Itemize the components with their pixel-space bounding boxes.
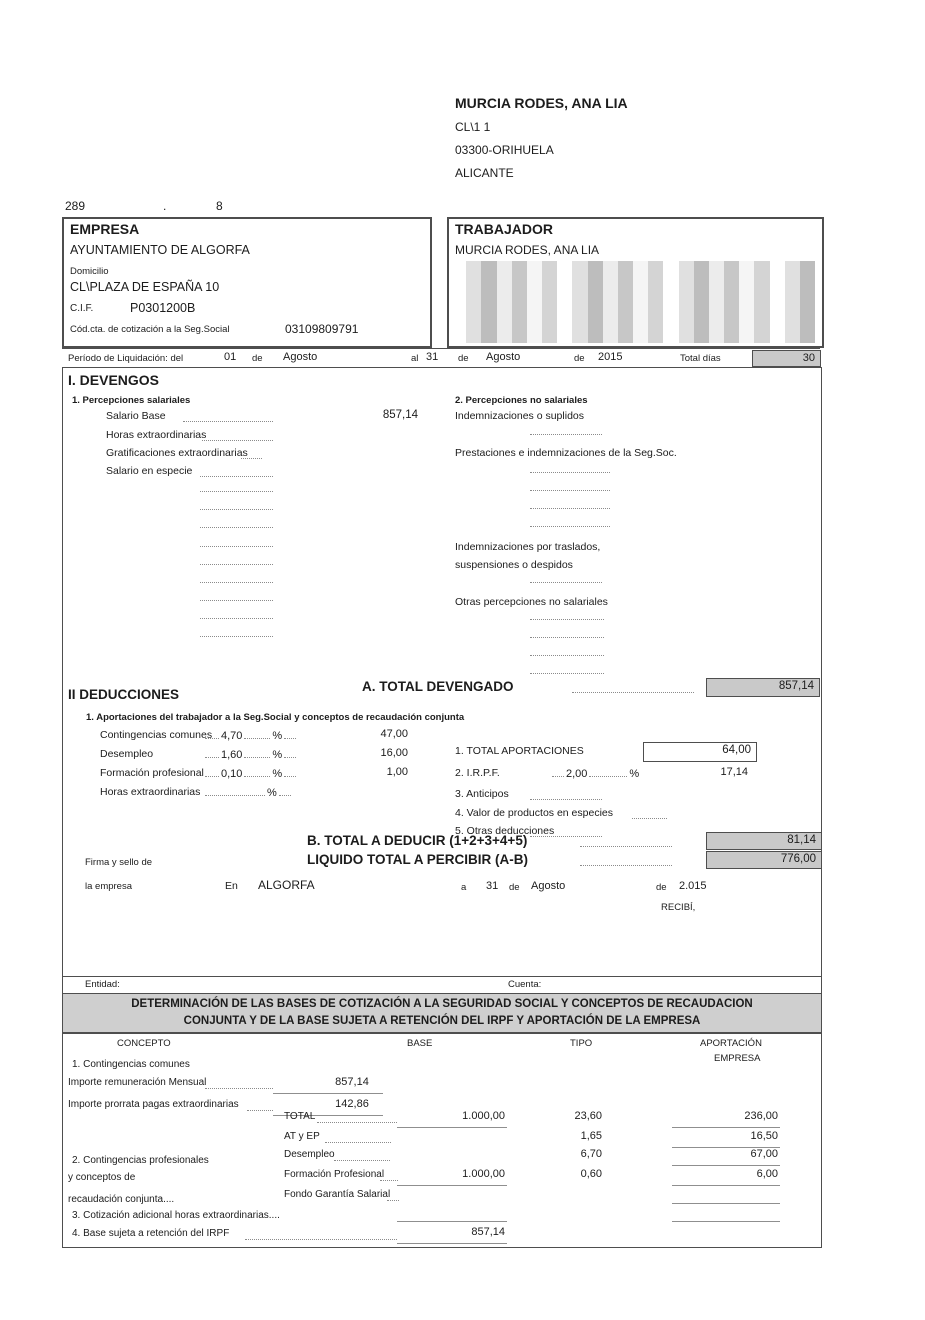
periodo-mes2: Agosto (486, 351, 521, 363)
deduccion-row-value: 1,00 (386, 766, 408, 778)
gratificaciones-label: Gratificaciones extraordinarias (106, 447, 248, 459)
dotted-leader (580, 845, 672, 847)
salario-base-value: 857,14 (382, 409, 418, 421)
recipient-name: MURCIA RODES, ANA LIA (455, 95, 628, 111)
deduccion-row-pct (203, 786, 293, 799)
dotted-leader (530, 636, 604, 638)
bases-header-base: BASE (407, 1038, 433, 1049)
bases-row2-label: 2. Contingencias profesionales (72, 1155, 209, 1166)
deduccion-row-label: Horas extraordinarias (100, 786, 201, 798)
firma-line1: Firma y sello de (85, 857, 153, 868)
dotted-leader (200, 508, 273, 510)
recipient-address-line3: ALICANTE (455, 166, 514, 180)
periodo-mes1: Agosto (283, 351, 318, 363)
prestaciones-label: Prestaciones e indemnizaciones de la Seg.Soc. (455, 447, 677, 459)
value-underline (672, 1220, 780, 1222)
firma-de2: de (656, 882, 667, 893)
bases-row2-label3: recaudación conjunta.... (68, 1194, 175, 1205)
empresa-ccc: 03109809791 (285, 322, 359, 336)
empresa-title: EMPRESA (70, 221, 140, 237)
formacion-aport: 6,00 (756, 1168, 778, 1180)
dotted-leader (241, 457, 262, 459)
dotted-leader (530, 507, 610, 509)
desempleo-aport: 67,00 (750, 1148, 778, 1160)
total-deducir-box (706, 832, 822, 850)
ref-number-1: 289 (65, 199, 86, 213)
irpf-label: 2. I.R.P.F. (455, 767, 500, 779)
pct-symbol: % (272, 768, 283, 780)
liquido-box (706, 851, 822, 869)
periodo-dia1: 01 (224, 351, 237, 363)
firma-dia: 31 (486, 880, 499, 892)
total-dias-label: Total días (680, 353, 721, 364)
liquido-label: LIQUIDO TOTAL A PERCIBIR (A-B) (307, 852, 528, 867)
traslados-label-1: Indemnizaciones por traslados, (455, 541, 601, 553)
value-underline (273, 1092, 383, 1094)
bases-row4-label: 4. Base sujeta a retención del IRPF (72, 1228, 230, 1239)
atyep-label: AT y EP (284, 1131, 320, 1142)
value-underline (672, 1164, 780, 1166)
importe-mensual-label: Importe remuneración Mensual (68, 1077, 207, 1088)
periodo-al: al (411, 353, 419, 364)
trabajador-nombre: MURCIA RODES, ANA LIA (455, 243, 600, 257)
fondo-label: Fondo Garantía Salarial (284, 1189, 391, 1200)
salario-base-label: Salario Base (106, 410, 166, 422)
deduccion-row-label: Contingencias comunes (100, 729, 213, 741)
indemnizaciones-suplidos-label: Indemnizaciones o suplidos (455, 410, 584, 422)
banner-line1: DETERMINACIÓN DE LAS BASES DE COTIZACIÓN A LA SEGURIDAD SOCIAL Y CONCEPTOS DE RECAUDACION (131, 998, 753, 1010)
dotted-leader (200, 563, 273, 565)
formacion-label: Formación Profesional (284, 1169, 385, 1180)
deduccion-row-pct (203, 729, 298, 742)
devengos-title: I. DEVENGOS (68, 372, 160, 388)
entidad-label: Entidad: (85, 979, 120, 990)
dotted-leader (200, 635, 273, 637)
firma-de1: de (509, 882, 520, 893)
bases-row3-label: 3. Cotización adicional horas extraordinarias.... (72, 1210, 280, 1221)
entidad-cuenta-row (62, 975, 822, 993)
dotted-leader (387, 1199, 399, 1201)
anticipos-label: 3. Anticipos (455, 788, 509, 800)
dotted-leader (183, 420, 273, 422)
total-deducir-label: B. TOTAL A DEDUCIR (1+2+3+4+5) (307, 833, 528, 848)
bases-row1-label: 1. Contingencias comunes (72, 1059, 190, 1070)
bases-row2-label2: y conceptos de (68, 1172, 136, 1183)
dotted-leader (530, 471, 610, 473)
empresa-cif-label: C.I.F. (70, 303, 94, 314)
bases-header-tipo: TIPO (570, 1038, 593, 1049)
periodo-de3: de (574, 353, 585, 364)
redacted-pixelated-area (451, 261, 815, 343)
total-aportaciones-label: 1. TOTAL APORTACIONES (455, 745, 584, 757)
deduccion-row-label: Desempleo (100, 748, 154, 760)
importe-mensual-value: 857,14 (335, 1076, 369, 1088)
value-underline (397, 1242, 507, 1244)
percepciones-no-salariales-title: 2. Percepciones no salariales (455, 395, 588, 406)
total-dias-box (752, 350, 821, 367)
firma-anio: 2.015 (679, 880, 707, 892)
firma-recibi: RECIBÍ, (661, 902, 696, 913)
deducciones-title: II DEDUCCIONES (68, 687, 180, 702)
dotted-leader (200, 617, 273, 619)
desempleo-tipo: 6,70 (580, 1148, 602, 1160)
pct-value: 2,00 (566, 768, 588, 780)
value-underline (672, 1126, 780, 1128)
total-devengado-value: 857,14 (778, 680, 814, 692)
horas-extraordinarias-label: Horas extraordinarias (106, 429, 207, 441)
deduccion-row-value: 16,00 (380, 747, 408, 759)
value-underline (397, 1126, 507, 1128)
deduccion-row-label: Formación profesional (100, 767, 204, 779)
dotted-leader (317, 1121, 397, 1123)
valor-productos-label: 4. Valor de productos en especies (455, 807, 613, 819)
periodo-de1: de (252, 353, 263, 364)
trabajador-title: TRABAJADOR (455, 221, 553, 237)
recipient-address-line2: 03300-ORIHUELA (455, 143, 554, 157)
percepciones-salariales-title: 1. Percepciones salariales (72, 395, 191, 406)
dotted-leader (530, 489, 610, 491)
otras-deducciones-label: 5. Otras deducciones (455, 825, 555, 837)
pct-value: 0,10 (221, 768, 243, 780)
pct-symbol: % (272, 730, 283, 742)
ref-separator: . (163, 199, 167, 213)
empresa-domicilio: CL\PLAZA DE ESPAÑA 10 (70, 280, 220, 294)
bases-total-label: TOTAL (284, 1111, 316, 1122)
periodo-de2: de (458, 353, 469, 364)
otras-percepciones-label: Otras percepciones no salariales (455, 596, 608, 608)
periodo-label: Período de Liquidación: del (68, 353, 184, 364)
prorrata-value: 142,86 (335, 1098, 369, 1110)
pct-symbol: % (272, 749, 283, 761)
dotted-leader (530, 672, 604, 674)
deduccion-row-pct (203, 767, 298, 780)
total-devengado-box (706, 678, 820, 697)
total-aportaciones-box (643, 742, 757, 762)
total-devengado-label: A. TOTAL DEVENGADO (362, 679, 514, 694)
formacion-base: 1.000,00 (462, 1168, 505, 1180)
empresa-domicilio-label: Domicilio (70, 266, 109, 277)
irpf-pct (550, 767, 639, 780)
deducciones-subtitle: 1. Aportaciones del trabajador a la Seg.Social y conceptos de recaudación conjunta (86, 712, 465, 723)
irpf-value: 17,14 (720, 766, 748, 778)
pct-value: 4,70 (221, 730, 243, 742)
ref-number-2: 8 (216, 199, 223, 213)
firma-en: En (225, 880, 238, 892)
dotted-leader (202, 439, 273, 441)
pct-value: 1,60 (221, 749, 243, 761)
salario-especie-label: Salario en especie (106, 465, 193, 477)
firma-mes: Agosto (531, 880, 566, 892)
total-aportaciones-value: 64,00 (722, 744, 751, 756)
dotted-leader (572, 691, 694, 693)
periodo-dia2: 31 (426, 351, 439, 363)
dotted-leader (245, 1238, 397, 1240)
bases-header-aportacion: APORTACIÓN (700, 1038, 762, 1049)
dotted-leader (200, 599, 273, 601)
dotted-leader (530, 654, 604, 656)
prorrata-label: Importe prorrata pagas extraordinarias (68, 1099, 239, 1110)
dotted-leader (200, 545, 273, 547)
dotted-leader (200, 490, 273, 492)
dotted-leader (200, 475, 273, 477)
dotted-leader (530, 433, 602, 435)
empresa-nombre: AYUNTAMIENTO DE ALGORFA (70, 243, 250, 257)
total-dias-value: 30 (802, 352, 815, 364)
atyep-tipo: 1,65 (580, 1130, 602, 1142)
dotted-leader (530, 618, 604, 620)
pct-symbol: % (267, 787, 277, 799)
bases-row4-value: 857,14 (471, 1226, 505, 1238)
dotted-leader (325, 1141, 391, 1143)
dotted-leader (247, 1109, 273, 1111)
dotted-leader (380, 1179, 398, 1181)
cuenta-label: Cuenta: (508, 979, 542, 990)
pct-symbol: % (629, 768, 640, 780)
firma-a: a (461, 882, 467, 893)
value-underline (397, 1220, 507, 1222)
bases-total-base: 1.000,00 (462, 1110, 505, 1122)
bases-banner (62, 993, 822, 1034)
dotted-leader (580, 864, 672, 866)
dotted-leader (530, 835, 602, 837)
dotted-leader (200, 526, 273, 528)
dotted-leader (632, 817, 667, 819)
traslados-label-2: suspensiones o despidos (455, 559, 573, 571)
empresa-ccc-label: Cód.cta. de cotización a la Seg.Social (70, 324, 230, 335)
firma-line2: la empresa (85, 881, 132, 892)
dotted-leader (334, 1159, 390, 1161)
value-underline (397, 1184, 507, 1186)
dotted-leader (205, 1087, 273, 1089)
liquido-value: 776,00 (780, 853, 816, 865)
bases-total-tipo: 23,60 (574, 1110, 602, 1122)
total-deducir-value: 81,14 (787, 834, 816, 846)
atyep-aport: 16,50 (750, 1130, 778, 1142)
empresa-cif: P0301200B (130, 301, 196, 315)
banner-line2: CONJUNTA Y DE LA BASE SUJETA A RETENCIÓN DEL IRPF Y APORTACIÓN DE LA EMPRESA (183, 1015, 701, 1027)
value-underline (672, 1202, 780, 1204)
dotted-leader (530, 525, 610, 527)
value-underline (672, 1184, 780, 1186)
recipient-address-line1: CL\1 1 (455, 120, 491, 134)
dotted-leader (200, 581, 273, 583)
desempleo-label: Desempleo (284, 1149, 335, 1160)
dotted-leader (530, 581, 602, 583)
bases-header-concepto: CONCEPTO (117, 1038, 171, 1049)
periodo-anio: 2015 (598, 351, 623, 363)
deduccion-row-pct (203, 748, 298, 761)
formacion-tipo: 0,60 (580, 1168, 602, 1180)
firma-lugar: ALGORFA (258, 878, 315, 892)
deduccion-row-value: 47,00 (380, 728, 408, 740)
bases-total-aport: 236,00 (744, 1110, 778, 1122)
bases-header-empresa: EMPRESA (714, 1053, 761, 1064)
dotted-leader (530, 798, 602, 800)
